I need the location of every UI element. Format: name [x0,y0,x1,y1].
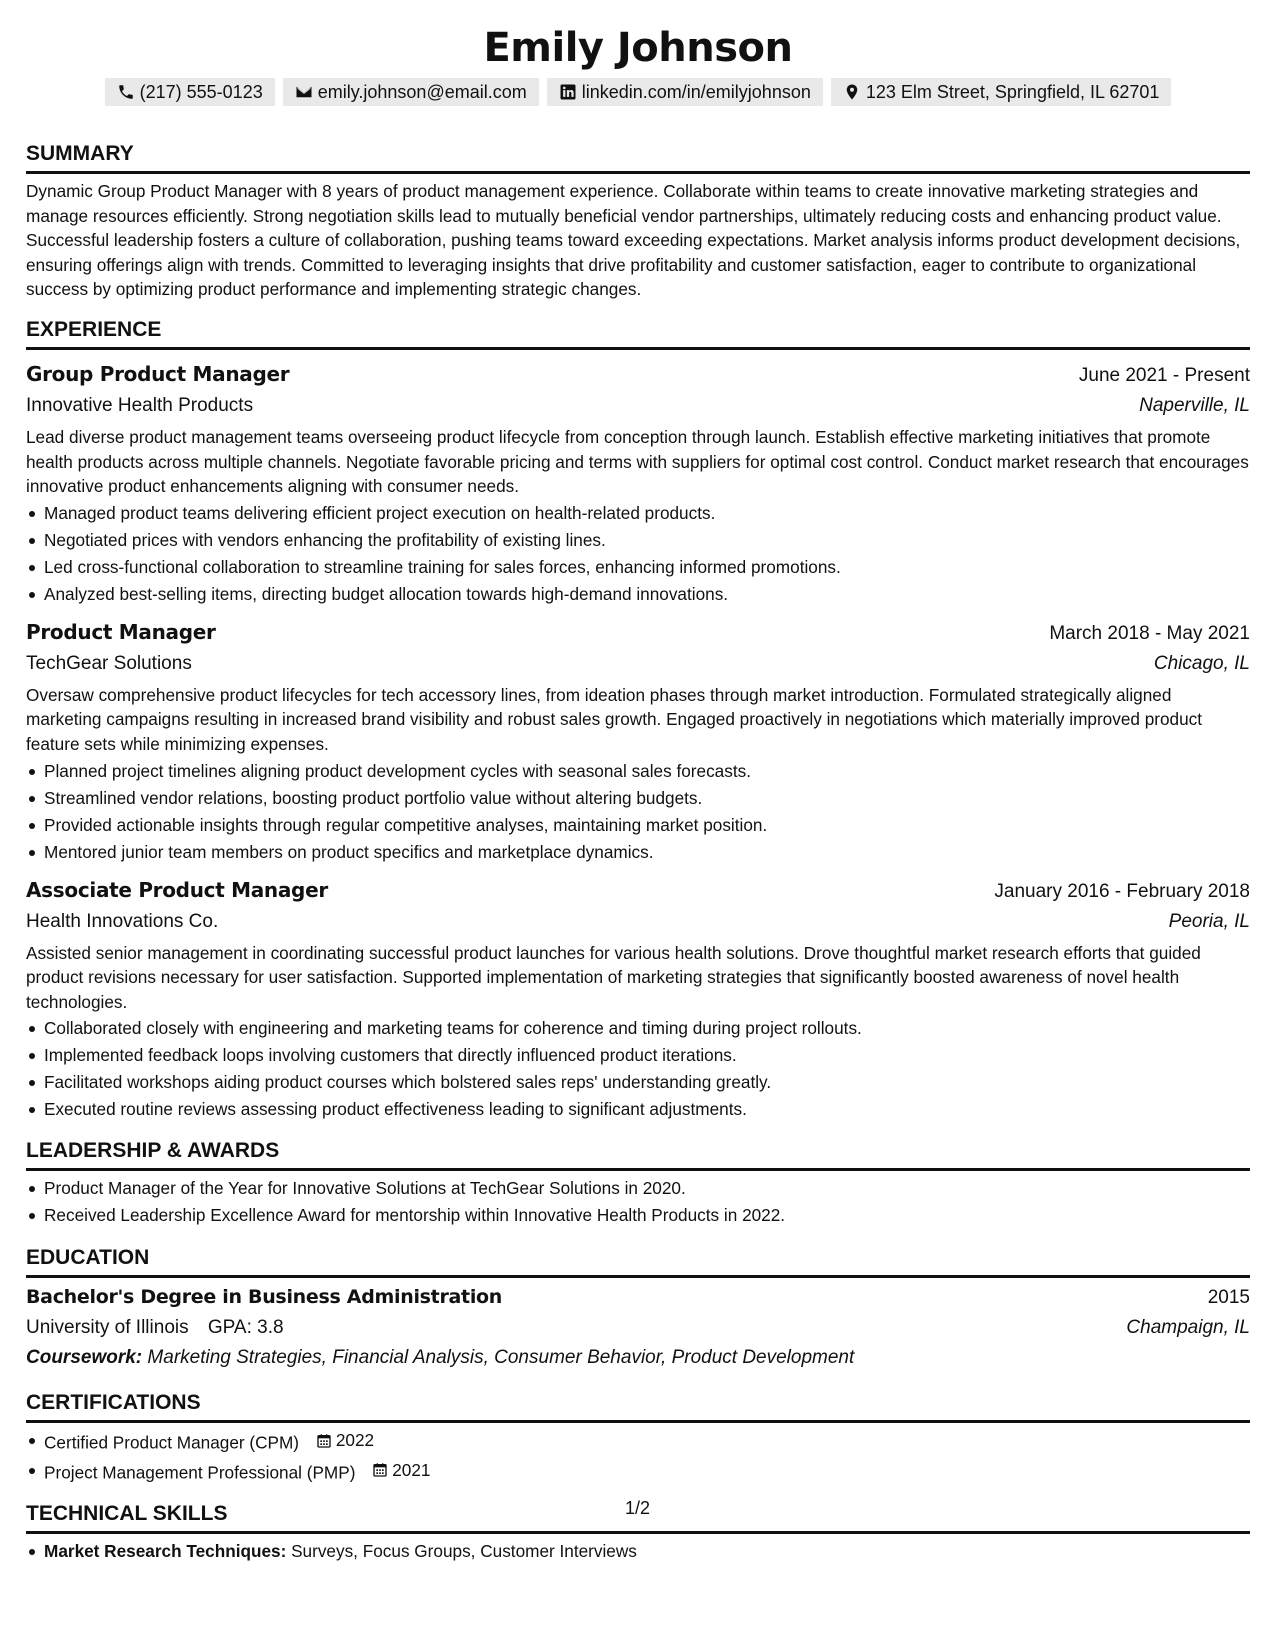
list-item: Implemented feedback loops involving customers that directly influenced product iterations. [26,1042,1250,1069]
section-title-leadership: LEADERSHIP & AWARDS [26,1137,1250,1171]
job-company: Innovative Health Products [26,394,254,416]
school-line [26,1313,284,1343]
section-title-education: EDUCATION [26,1244,1250,1278]
job-description: Lead diverse product management teams overseeing product lifecycle from conception through launch. Establish effective marketing initiatives that promote health products across multiple channels. Negotiate favorable pricing and terms with suppliers for optimal cost control. Conduct market research that encourages innovative product enhancements aligning with consumer needs. [26,426,1249,497]
job-bullets [26,500,1250,608]
list-item: Analyzed best-selling items, directing budget allocation towards high-demand innovations. [26,581,1250,608]
skill-value: Surveys, Focus Groups, Customer Interviews [291,1541,637,1562]
job-dates: June 2021 - Present [1078,364,1250,386]
linkedin-text: linkedin.com/in/emilyjohnson [581,81,811,102]
job-description: Oversaw comprehensive product lifecycles for tech accessory lines, from ideation phases through market introduction. Formulated strategically aligned marketing campaigns resulting in increased brand visibility and robust sales growth. Engaged proactively in negotiations which materially improved product feature sets while minimizing expenses. [26,684,1203,754]
contact-email[interactable] [283,78,539,106]
resume-page [26,0,1250,1565]
school-name: University of Illinois [26,1317,189,1339]
skill-label: Market Research Techniques: [44,1541,287,1562]
envelope-icon [295,83,313,101]
job-title: Group Product Manager [26,361,290,386]
job-description: Assisted senior management in coordinating successful product launches for various health solutions. Drove thoughtful market research efforts that guided product revisions necessary for user satisfaction. Supported implementation of marketing strategies that significantly boosted awareness of novel health technologies. [26,942,1201,1012]
section-title-experience: EXPERIENCE [26,316,1250,350]
gpa: GPA: 3.8 [207,1317,284,1339]
contact-bar [26,78,1250,106]
phone-text: (217) 555-0123 [139,81,263,102]
list-item [26,1457,1250,1487]
section-title-certifications: CERTIFICATIONS [26,1389,1250,1423]
list-item: Executed routine reviews assessing product effectiveness leading to significant adjustments. [26,1096,1250,1123]
experience-entry [26,359,1250,608]
map-pin-icon [843,83,861,101]
job-title: Product Manager [26,619,216,644]
coursework-list: Marketing Strategies, Financial Analysis, Consumer Behavior, Product Development [147,1347,855,1369]
linkedin-icon [559,83,577,101]
calendar-icon [372,1462,388,1478]
leadership-list [26,1175,1250,1229]
job-dates: January 2016 - February 2018 [994,880,1250,902]
list-item: Led cross-functional collaboration to streamline training for sales forces, enhancing informed promotions. [26,554,1250,581]
job-title: Associate Product Manager [26,877,328,902]
email-text: emily.johnson@email.com [317,81,527,102]
section-title-skills: TECHNICAL SKILLS [26,1500,1250,1534]
list-item: Negotiated prices with vendors enhancing the profitability of existing lines. [26,527,1250,554]
contact-linkedin[interactable] [547,78,823,106]
list-item [26,1538,1250,1565]
page-number: 1/2 [624,1498,651,1518]
list-item: Product Manager of the Year for Innovative Solutions at TechGear Solutions in 2020. [26,1175,1250,1202]
list-item: Streamlined vendor relations, boosting product portfolio value without altering budgets. [26,785,1250,812]
cert-name: Project Management Professional (PMP) [44,1462,356,1483]
address-text: 123 Elm Street, Springfield, IL 62701 [865,81,1160,102]
job-company: TechGear Solutions [26,652,192,674]
cert-date [372,1457,430,1484]
skills-list [26,1538,1250,1565]
job-dates: March 2018 - May 2021 [1049,622,1250,644]
education-entry [26,1282,1250,1373]
list-item [26,1427,1250,1457]
experience-entry [26,875,1250,1124]
cert-year: 2021 [392,1459,431,1480]
list-item: Planned project timelines aligning product development cycles with seasonal sales forecasts. [26,758,1250,785]
job-location: Chicago, IL [1153,652,1250,674]
section-title-summary: SUMMARY [26,140,1250,174]
list-item: Provided actionable insights through regular competitive analyses, maintaining market position. [26,812,1250,839]
experience-entry [26,617,1250,866]
list-item: Collaborated closely with engineering and marketing teams for coherence and timing during project rollouts. [26,1015,1250,1042]
phone-icon [117,83,135,101]
list-item: Received Leadership Excellence Award for mentorship within Innovative Health Products in 2022. [26,1202,1250,1229]
list-item: Mentored junior team members on product specifics and marketplace dynamics. [26,839,1250,866]
school-location: Champaign, IL [1126,1317,1250,1339]
contact-phone[interactable] [105,78,275,106]
list-item: Managed product teams delivering efficient project execution on health-related products. [26,500,1250,527]
graduation-year: 2015 [1207,1287,1250,1309]
contact-address[interactable] [831,78,1172,106]
cert-year: 2022 [335,1430,375,1451]
candidate-name: Emily Johnson [483,25,793,71]
degree: Bachelor's Degree in Business Administration [26,1286,503,1309]
coursework [26,1343,1250,1373]
job-location: Naperville, IL [1139,394,1250,416]
coursework-label: Coursework: [26,1347,143,1369]
job-bullets [26,758,1250,866]
summary-text: Dynamic Group Product Manager with 8 years of product management experience. Collaborate within teams to create innovative marketing strategies and manage resources efficiently. Strong negotiation skills lead to mutually beneficial vendor partnerships, ultimately reducing costs and enhancing product value. Successful leadership fosters a culture of collaboration, pushing teams toward exceeding expectations. Market analysis informs product development decisions, ensuring offerings align with trends. Committed to leveraging insights that drive profitability and customer satisfaction, eager to contribute to organizational success by optimizing product performance and implementing strategic changes. [26,181,1241,300]
calendar-icon [316,1433,332,1449]
job-location: Peoria, IL [1168,910,1250,932]
cert-date [316,1427,374,1454]
job-company: Health Innovations Co. [26,910,219,932]
job-bullets [26,1015,1250,1123]
cert-name: Certified Product Manager (CPM) [44,1432,300,1453]
certification-list [26,1427,1250,1486]
list-item: Facilitated workshops aiding product courses which bolstered sales reps' understanding greatly. [26,1069,1250,1096]
